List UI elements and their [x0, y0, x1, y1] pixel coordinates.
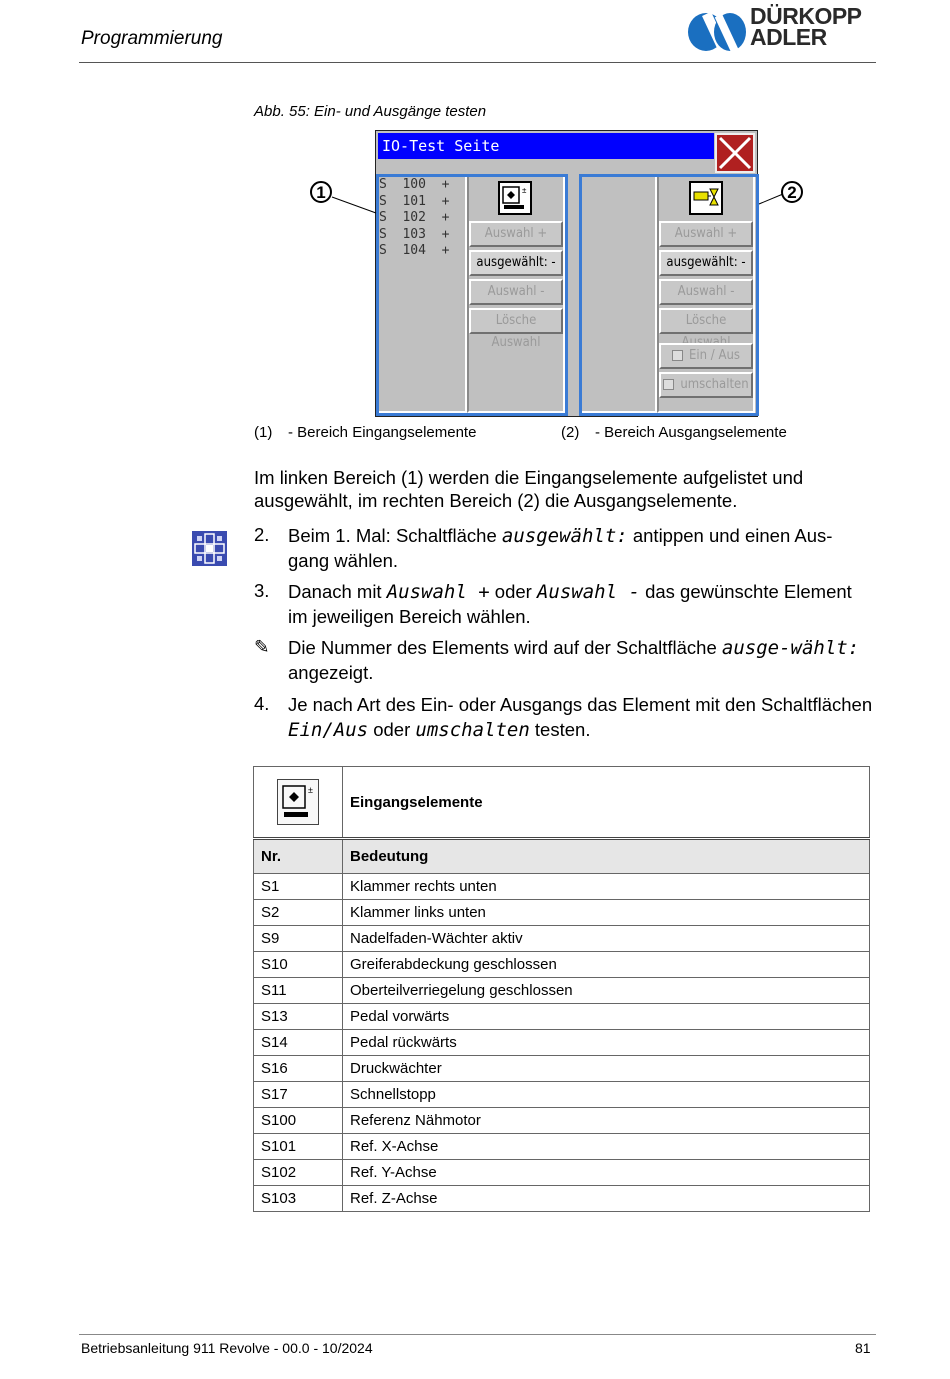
output-select-prev-button[interactable]: Auswahl - [659, 279, 753, 305]
table-header-row [254, 839, 870, 874]
row-nr: S17 [254, 1082, 343, 1108]
row-meaning: Nadelfaden-Wächter aktiv [343, 926, 870, 952]
row-meaning: Klammer links unten [343, 900, 870, 926]
input-clear-selection-button[interactable]: Lösche Auswahl [469, 308, 563, 334]
step-2-text [288, 524, 873, 573]
row-nr: S16 [254, 1056, 343, 1082]
row-nr: S102 [254, 1160, 343, 1186]
row-meaning: Ref. X-Achse [343, 1134, 870, 1160]
result-icon: ✎ [254, 636, 270, 657]
result-part-a: Die Nummer des Elements wird auf der Schaltfläche [288, 637, 722, 658]
table-row [254, 1108, 870, 1134]
table-title: Eingangselemente [343, 767, 870, 839]
row-meaning: Ref. Z-Achse [343, 1186, 870, 1212]
svg-text:±: ± [308, 785, 313, 795]
input-list[interactable]: S 100 + S 101 + S 102 + S 103 + S 104 + [379, 177, 450, 258]
step-4-text [288, 693, 873, 742]
row-nr: S10 [254, 952, 343, 978]
row-nr: S101 [254, 1134, 343, 1160]
callout-1: 1 [310, 181, 332, 203]
input-select-prev-button[interactable]: Auswahl - [469, 279, 563, 305]
io-test-screen [375, 130, 758, 417]
close-icon [717, 135, 753, 171]
step-2-part-b: antippen und einen Aus-gang wählen. [288, 525, 833, 571]
step-3-part-a: Danach mit [288, 581, 387, 602]
table-row [254, 900, 870, 926]
row-meaning: Referenz Nähmotor [343, 1108, 870, 1134]
row-meaning: Druckwächter [343, 1056, 870, 1082]
brand-name [750, 3, 862, 50]
row-meaning: Ref. Y-Achse [343, 1160, 870, 1186]
result-part-b: angezeigt. [288, 661, 374, 683]
intro-paragraph: Im linken Bereich (1) werden die Eingangselemente aufgelistet und ausgewählt, im rechten Bereich (2) die Ausgangselemente. [254, 467, 804, 511]
table-row [254, 952, 870, 978]
screen-title-bar: IO-Test Seite [378, 133, 714, 159]
step-4-code-1: Ein/Aus [288, 718, 369, 741]
row-nr: S14 [254, 1030, 343, 1056]
row-nr: S103 [254, 1186, 343, 1212]
col-header-nr: Nr. [254, 839, 343, 874]
step-4-part-b: testen. [529, 718, 591, 740]
step-3-code-2: Auswahl - [536, 581, 640, 603]
table-row [254, 1134, 870, 1160]
row-nr: S2 [254, 900, 343, 926]
legend-1-text: - Bereich Eingangselemente [288, 424, 477, 441]
header-divider [79, 62, 876, 63]
output-select-next-button[interactable]: Auswahl + [659, 221, 753, 247]
close-button[interactable] [715, 133, 755, 173]
step-4-part-a: Je nach Art des Ein- oder Ausgangs das Element mit den Schaltflächen [288, 694, 873, 715]
step-2-number: 2. [254, 524, 270, 545]
table-icon-cell [254, 767, 343, 839]
table-row [254, 1056, 870, 1082]
row-nr: S9 [254, 926, 343, 952]
input-selected-button[interactable]: ausgewählt: - [469, 250, 563, 276]
step-4-code-2: umschalten [415, 718, 530, 741]
brand-line2: ADLER [750, 24, 827, 50]
step-2-part-a: Beim 1. Mal: Schaltfläche [288, 525, 502, 546]
legend-2-num: (2) [561, 424, 580, 441]
row-meaning: Klammer rechts unten [343, 874, 870, 900]
footer-divider [79, 1334, 876, 1335]
table-row [254, 978, 870, 1004]
row-nr: S100 [254, 1108, 343, 1134]
logo-mark-icon [686, 8, 748, 54]
table-row [254, 874, 870, 900]
step-3-number: 3. [254, 580, 270, 601]
row-meaning: Schnellstopp [343, 1082, 870, 1108]
step-2-code: ausgewählt: [501, 525, 628, 547]
col-header-meaning: Bedeutung [343, 839, 870, 874]
row-meaning: Greiferabdeckung geschlossen [343, 952, 870, 978]
callout-2: 2 [781, 181, 803, 203]
callout1-leader [330, 195, 380, 217]
output-area-highlight [579, 174, 759, 416]
step-3-text [288, 580, 873, 629]
step-3-code-1: Auswahl + [386, 581, 490, 603]
result-code: ausge-wählt: [721, 637, 860, 659]
row-meaning: Pedal vorwärts [343, 1004, 870, 1030]
legend-1-num: (1) [254, 424, 273, 441]
row-nr: S13 [254, 1004, 343, 1030]
input-element-icon [277, 779, 319, 825]
svg-text:±: ± [522, 186, 527, 195]
settings-symbol-icon [192, 531, 227, 566]
toggle-label: umschalten [680, 377, 749, 392]
footer-doc-info: Betriebsanleitung 911 Revolve - 00.0 - 10/2024 [81, 1340, 373, 1356]
row-nr: S11 [254, 978, 343, 1004]
step-3-mid: oder [489, 581, 537, 602]
step-4-number: 4. [254, 693, 270, 714]
table-body [254, 874, 870, 1212]
page-number: 81 [855, 1340, 871, 1356]
table-row [254, 1030, 870, 1056]
figure-caption: Abb. 55: Ein- und Ausgänge testen [254, 103, 487, 120]
input-elements-table [253, 766, 870, 1212]
header-title: Programmierung [81, 28, 223, 49]
row-nr: S1 [254, 874, 343, 900]
table-row [254, 1004, 870, 1030]
row-meaning: Oberteilverriegelung geschlossen [343, 978, 870, 1004]
brand-line1: DÜRKOPP [750, 3, 862, 29]
input-area-highlight [376, 174, 568, 416]
row-meaning: Pedal rückwärts [343, 1030, 870, 1056]
table-row [254, 926, 870, 952]
output-clear-selection-button[interactable]: Lösche [659, 308, 753, 334]
table-title-row [254, 767, 870, 839]
on-off-label: Ein / Aus [689, 348, 740, 363]
step-4-mid: oder [368, 718, 416, 740]
table-row [254, 1186, 870, 1212]
result-text [288, 636, 873, 685]
step-3-part-b: das gewünschte Element im jeweiligen Bereich wählen. [288, 581, 852, 627]
legend-2-text: - Bereich Ausgangselemente [595, 424, 787, 441]
table-row [254, 1160, 870, 1186]
output-selected-button[interactable]: ausgewählt: - [659, 250, 753, 276]
table-row [254, 1082, 870, 1108]
input-select-next-button[interactable]: Auswahl + [469, 221, 563, 247]
